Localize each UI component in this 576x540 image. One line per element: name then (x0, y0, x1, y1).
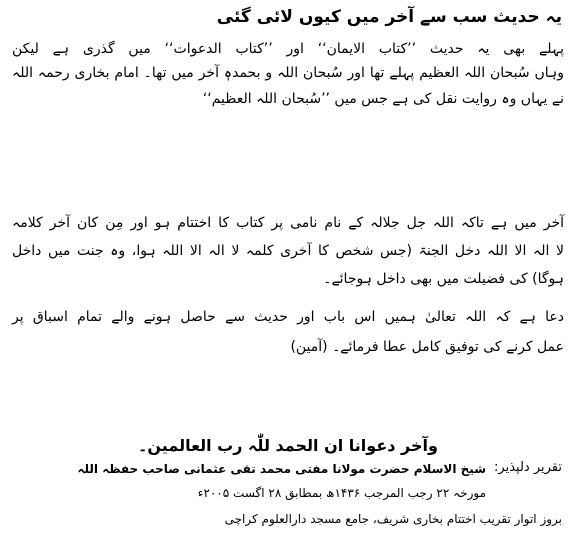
signature-line-2: مورخہ ۲۲ رجب المرجب ۱۴۳۶ھ بمطابق ۲۸ اگست ۲۰۰۵ء (197, 486, 486, 500)
signature-line-1: شیخ الاسلام حضرت مولانا مفتی محمد تقی عثمانی صاحب حفظہ اللہ (77, 462, 486, 476)
signature-label: تقریر دلپذیر: (494, 460, 562, 475)
paragraph-2-line-2: لا الہ الا اللہ دخل الجنۃ (جس شخص کا آخری کلمہ لا الہ الا اللہ ہوا، وہ جنت میں داخل (12, 243, 564, 259)
paragraph-1-line-1: پہلے بھی یہ حدیث ’’کتاب الایمان‘‘ اور ’’کتاب الدعوات‘‘ میں گذری ہے لیکن (12, 41, 564, 57)
paragraph-1-line-3: نے یہاں وہ روایت نقل کی ہے جس میں ’’سُبحان اللہ العظیم‘‘ (202, 91, 564, 107)
signature-line-3: بروز اتوار تقریب اختتام بخاری شریف، جامع مسجد دارالعلوم کراچی (224, 512, 562, 526)
paragraph-3-line-2: عمل کرنے کی توفیق کامل عطا فرمائے۔ (آمین) (290, 339, 564, 355)
paragraph-3-line-1: دعا ہے کہ اللہ تعالیٰ ہمیں اس باب اور حدیث سے حاصل ہونے والے تمام اسباق پر (12, 309, 564, 325)
paragraph-2-line-1: آخر میں ہے تاکہ اللہ جل جلالہ کے نام نامی پر کتاب کا اختتام ہو اور مِن کان آخر کلامہ (12, 215, 564, 231)
paragraph-2-line-3: ہوگا) کی فضیلت میں بھی داخل ہوجائے۔ (323, 271, 564, 287)
section-heading: یہ حدیث سب سے آخر میں کیوں لائی گئی (216, 7, 562, 27)
paragraph-1-line-2: وہاں سُبحان اللہ العظیم پہلے تھا اور سُبحان اللہ و بحمدہٖ آخر میں تھا۔ امام بخاری رحمہ اللہ (12, 65, 564, 81)
closing-prayer: وآخر دعوانا ان الحمد للّٰہ رب العالمین۔ (138, 436, 438, 455)
